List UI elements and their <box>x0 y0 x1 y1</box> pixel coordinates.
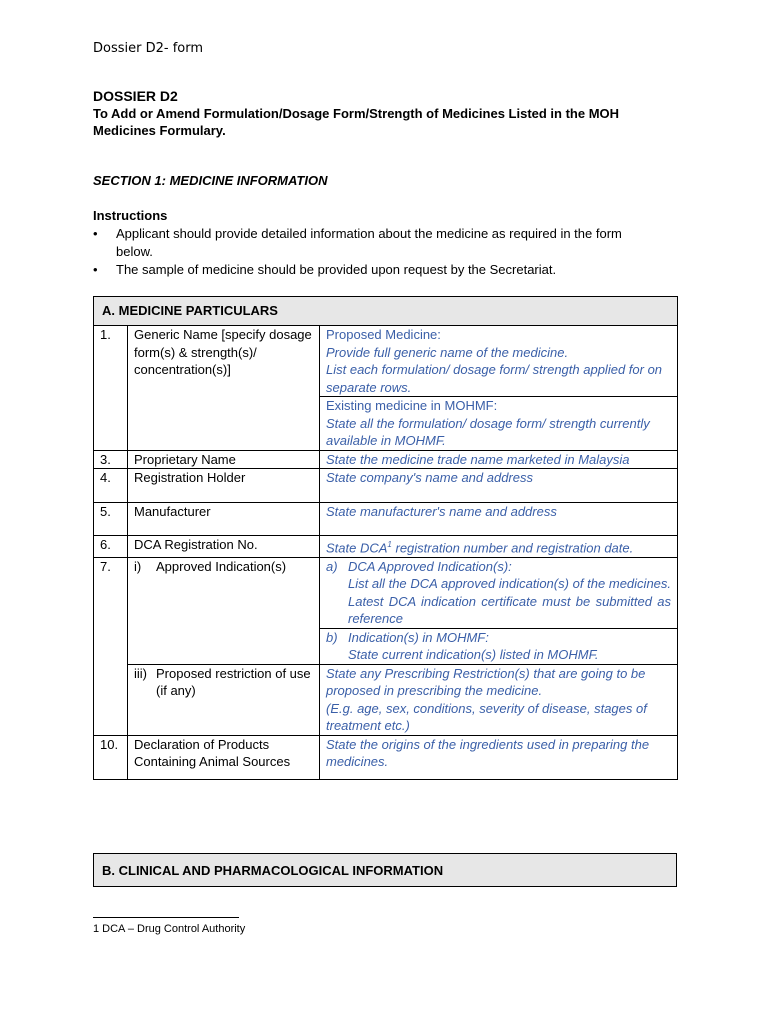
approved-indication-text: Approved Indication(s) <box>156 558 287 574</box>
item-marker: i) <box>134 558 142 574</box>
dca-registration-text: registration number and registration date. <box>391 540 634 556</box>
instructions-heading: Instructions <box>93 208 168 223</box>
existing-medicine-cell[interactable] <box>320 397 678 451</box>
dca-approved-indication-text: List all the DCA approved indication(s) of the medicines. Latest DCA indication certificate must be submitted as reference <box>348 576 672 627</box>
footnote-ref: 1 <box>387 540 392 549</box>
manufacturer-label: Manufacturer <box>128 503 320 536</box>
row-number: 4. <box>94 469 128 503</box>
proposed-medicine-text: Provide full generic name of the medicine. <box>326 344 569 360</box>
existing-medicine-text: State all the formulation/ dosage form/ strength currently available in MOHMF. <box>326 415 650 448</box>
table-a-heading: A. MEDICINE PARTICULARS <box>94 297 678 326</box>
item-marker: a) <box>326 558 338 574</box>
approved-indication-label <box>128 557 320 664</box>
row-number: 5. <box>94 503 128 536</box>
dca-approved-indication-cell[interactable] <box>320 557 678 628</box>
instruction-item: • Applicant should provide detailed information about the medicine as required in the form below. <box>93 225 653 261</box>
document-title: DOSSIER D2 <box>93 88 178 104</box>
proprietary-name-label: Proprietary Name <box>128 450 320 469</box>
proposed-restriction-hint: State any Prescribing Restriction(s) that are going to be proposed in prescribing the medicine. <box>326 665 646 699</box>
medicine-particulars-table <box>93 296 678 780</box>
dca-registration-value[interactable] <box>320 536 678 558</box>
proposed-medicine-cell[interactable] <box>320 326 678 397</box>
animal-sources-value[interactable]: State the origins of the ingredients used in preparing the medicines. <box>320 735 678 779</box>
row-number: 10. <box>94 735 128 779</box>
dca-registration-text: State DCA <box>326 540 388 556</box>
existing-medicine-head: Existing medicine in MOHMF: <box>326 398 498 413</box>
instruction-item: • The sample of medicine should be provided upon request by the Secretariat. <box>93 261 653 279</box>
page-header: Dossier D2- form <box>93 41 204 56</box>
section-b-heading: B. CLINICAL AND PHARMACOLOGICAL INFORMATION <box>93 853 677 887</box>
item-marker: b) <box>326 629 338 645</box>
dca-approved-indication-head: DCA Approved Indication(s): <box>348 558 512 574</box>
proposed-restriction-label <box>128 664 320 735</box>
proposed-restriction-hint: (E.g. age, sex, conditions, severity of disease, stages of treatment etc.) <box>326 700 647 734</box>
generic-name-label: Generic Name [specify dosage form(s) & strength(s)/ concentration(s)] <box>128 326 320 451</box>
mohmf-indication-cell[interactable] <box>320 628 678 664</box>
animal-sources-label: Declaration of Products Containing Animal Sources <box>128 735 320 779</box>
proposed-medicine-head: Proposed Medicine: <box>326 327 441 342</box>
section-1-heading: SECTION 1: MEDICINE INFORMATION <box>93 173 328 188</box>
proposed-medicine-text: List each formulation/ dosage form/ strength applied for on separate rows. <box>326 362 663 395</box>
footnote: 1 DCA – Drug Control Authority <box>93 923 246 935</box>
row-number: 7. <box>94 557 128 735</box>
row-number: 1. <box>94 326 128 451</box>
manufacturer-value[interactable]: State manufacturer's name and address <box>320 503 678 536</box>
row-number: 3. <box>94 450 128 469</box>
instructions-list <box>93 225 653 279</box>
proposed-restriction-value[interactable] <box>320 664 678 735</box>
row-number: 6. <box>94 536 128 558</box>
registration-holder-value[interactable]: State company's name and address <box>320 469 678 503</box>
item-marker: iii) <box>134 665 147 681</box>
proprietary-name-value[interactable]: State the medicine trade name marketed in Malaysia <box>320 450 678 469</box>
document-subtitle: To Add or Amend Formulation/Dosage Form/Strength of Medicines Listed in the MOH Medicines Formulary. <box>93 106 620 138</box>
footnote-divider <box>93 917 239 918</box>
mohmf-indication-head: Indication(s) in MOHMF: <box>348 629 489 645</box>
mohmf-indication-text: State current indication(s) listed in MOHMF. <box>348 647 599 663</box>
registration-holder-label: Registration Holder <box>128 469 320 503</box>
proposed-restriction-text: Proposed restriction of use (if any) <box>156 665 311 699</box>
dca-registration-label: DCA Registration No. <box>128 536 320 558</box>
